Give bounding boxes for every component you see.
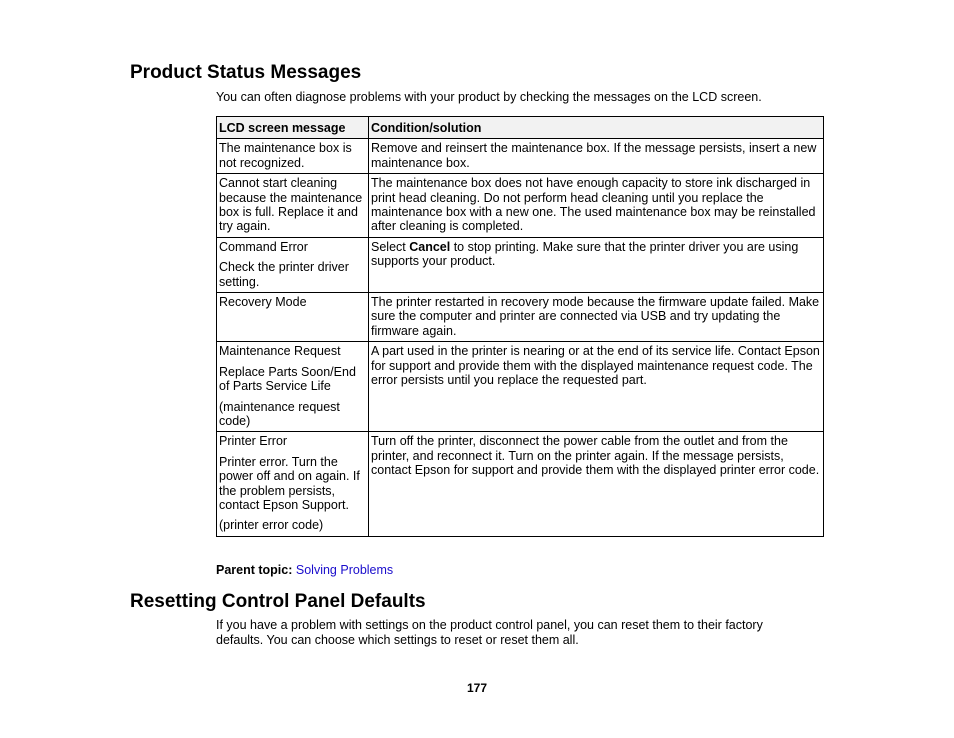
message-text: Replace Parts Soon/End of Parts Service Life (219, 364, 356, 394)
table-row (217, 342, 824, 432)
message-text: Printer Error (219, 434, 288, 449)
table-row (217, 293, 824, 342)
message-text: Maintenance Request (219, 344, 341, 359)
message-text: The maintenance box is not recognized. (219, 141, 352, 170)
message-cell (217, 237, 369, 292)
message-text: Cannot start cleaning because the maintenance box is full. Replace it and try again. (219, 176, 363, 234)
message-text: (maintenance request code) (219, 399, 340, 428)
message-cell (217, 174, 369, 238)
table-row (217, 237, 824, 292)
solution-cell: A part used in the printer is nearing or at the end of its service life. Contact Epson for support and provide them with the displayed maintenance request code. The error persists until you replace the requested part. (369, 342, 824, 432)
section-intro-product-status: You can often diagnose problems with your product by checking the messages on the LCD screen. (216, 90, 762, 104)
solution-cell: The maintenance box does not have enough capacity to store ink discharged in print head cleaning. Do not perform head cleaning until you replace the maintenance box with a new one. The used maintenance box may be reinstalled after cleaning is completed. (369, 174, 824, 238)
message-text: Check the printer driver setting. (219, 260, 349, 289)
solution-text: to stop printing. Make sure that the printer driver you are using supports your product. (371, 239, 799, 269)
table-row (217, 174, 824, 238)
message-cell (217, 432, 369, 536)
message-text: Printer error. Turn the power off and on again. If the problem persists, contact Epson Support. (219, 454, 360, 512)
table-row (217, 432, 824, 536)
parent-topic-label: Parent topic: (216, 563, 293, 577)
solution-prefix: Select (371, 239, 410, 254)
message-cell (217, 139, 369, 174)
solution-cell: Remove and reinsert the maintenance box. If the message persists, insert a new maintenance box. (369, 139, 824, 174)
message-text: Recovery Mode (219, 295, 307, 310)
section-title-product-status: Product Status Messages (130, 62, 362, 83)
status-messages-table (216, 116, 824, 537)
section-title-resetting-defaults: Resetting Control Panel Defaults (130, 591, 426, 612)
table-row (217, 139, 824, 174)
solution-cell (369, 237, 824, 292)
message-cell (217, 293, 369, 342)
page-number: 177 (466, 681, 488, 695)
table-header-row (217, 117, 824, 139)
section-intro-resetting-defaults: If you have a problem with settings on the product control panel, you can reset them to their factory defaults. You can choose which settings to reset or reset them all. (216, 618, 763, 647)
parent-topic (216, 563, 816, 578)
message-cell (217, 342, 369, 432)
cancel-keyword: Cancel (409, 239, 451, 254)
message-text: Command Error (219, 239, 308, 254)
message-text: (printer error code) (219, 518, 324, 533)
solution-cell: The printer restarted in recovery mode because the firmware update failed. Make sure the computer and printer are connected via USB and try updating the firmware again. (369, 293, 824, 342)
solving-problems-link[interactable]: Solving Problems (295, 563, 394, 577)
solution-cell: Turn off the printer, disconnect the power cable from the outlet and from the printer, and reconnect it. Turn on the printer again. If the message persists, contact Epson for support and provide them with the displayed printer error code. (369, 432, 824, 536)
column-header-message: LCD screen message (217, 117, 369, 139)
column-header-solution: Condition/solution (369, 117, 824, 139)
